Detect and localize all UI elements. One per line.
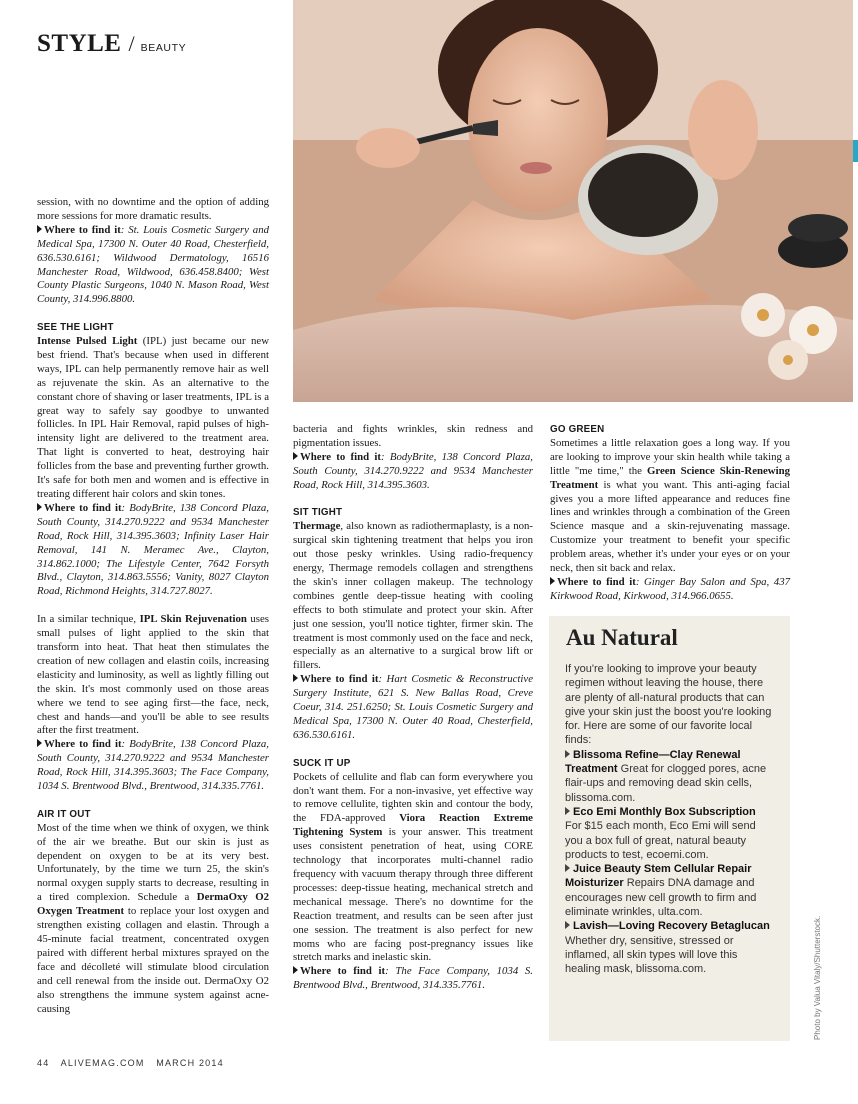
product-name: Viora Reaction Extreme Tightening System <box>293 812 533 839</box>
where-text: : The Face Company, 1034 S. Brentwood Blvd., Brentwood, 314.335.7761. <box>293 965 533 992</box>
subhead-sit-tight: SIT TIGHT <box>293 507 343 519</box>
body-text: In a similar technique, <box>37 613 140 626</box>
hero-photo <box>293 0 853 402</box>
body-text: , also known as radiothermaplasty, is a non-surgical skin tightening treatment that helps you iron out those pesky wrinkles. Using radio-frequency energy, Thermage remodels collagen and strengthens the skin's inner collagen makeup. The technology combines gentle deep-tissue heating with cooling effects to both stimulate and protect your skin. After just one session, you'll notice tighter, firmer skin. The treatment is most commonly used on the face and neck, especially as an alternative to a surgical brow lift or fillers. <box>293 520 533 672</box>
sidebar-item-desc: For $15 each month, Eco Emi will send you a box full of great, natural beauty products to test, ecoemi.com. <box>565 820 756 861</box>
where-to-find-it <box>293 673 533 743</box>
sidebar-title: Au Natural <box>566 625 678 650</box>
where-label: Where to find it <box>300 450 381 463</box>
triangle-bullet-icon <box>550 577 555 585</box>
body-paragraph <box>37 335 269 502</box>
page-number: 44 <box>37 1058 50 1068</box>
sidebar-intro: If you're looking to improve your beauty regimen without leaving the house, there are plenty of all-natural products that can give your skin just the boost you're looking for. Here are some of our favorite local finds: <box>565 663 772 747</box>
triangle-bullet-icon <box>37 739 42 747</box>
body-text: Sometimes a little relaxation goes a long way. If you are looking to improve your skin health while taking a little "me time," the <box>550 436 790 477</box>
triangle-bullet-icon <box>565 921 570 929</box>
sidebar-item-name: Juice Beauty Stem Cellular Repair Moisturizer <box>565 863 752 890</box>
triangle-bullet-icon <box>293 452 298 460</box>
body-text: to replace your lost oxygen and strengthen existing collagen and elastin. Through a 45-minute facial treatment, concentrated oxygen paired with different herbal mixtures sprayed on the face and décolleté will stimulate blood circulation and cell renewal from the inside out. DermaOxy O2 also strengthens the immune system against acne-causing <box>37 905 269 1015</box>
subsection-title: BEAUTY <box>140 42 187 54</box>
body-paragraph <box>37 822 269 1017</box>
sidebar-item <box>565 805 775 862</box>
where-text: : Hart Cosmetic & Reconstructive Surgery Institute, 621 S. New Ballas Road, Creve Coeur, 314. 251.6250; St. Louis Cosmetic Surgery and Medical Spa, 17300 N. Outer 40 Road, Chesterfield, 636.530.6161. <box>293 673 533 741</box>
article-column-3 <box>550 423 790 604</box>
body-text: Most of the time when we think of oxygen, we think of the air we breathe. But our skin is just as dependent on oxygen to be at its very best. Unfortunately, by the time we turn 25, the skin's normal oxygen supply starts to decrease, resulting in a tired complexion. Schedule a <box>37 821 269 904</box>
where-text: : St. Louis Cosmetic Surgery and Medical Spa, 17300 N. Outer 40 Road, Chesterfield, 636.530.6161; Wildwood Dermatology, 16516 Manchester Road, Wildwood, 636.458.8400; West County Plastic Surgeons, 1040 N. Mason Road, West County, 314.996.8800. <box>37 223 269 306</box>
page-footer <box>37 1058 232 1068</box>
subhead-suck-it-up: SUCK IT UP <box>293 757 351 769</box>
body-text: Pockets of cellulite and flab can form everywhere you don't want them. For a non-invasive, yet effective way to remove cellulite, tighten skin and contour the body, the FDA-approved <box>293 770 533 825</box>
where-label: Where to find it <box>44 501 122 514</box>
sidebar-item-desc: Repairs DNA damage and encourages new cell growth to firm and eliminate wrinkles, ulta.com. <box>565 877 757 919</box>
article-column-2 <box>293 423 533 993</box>
triangle-bullet-icon <box>37 503 42 511</box>
issue-date: MARCH 2014 <box>156 1058 224 1068</box>
triangle-bullet-icon <box>565 807 570 815</box>
where-text: : BodyBrite, 138 Concord Plaza, South County, 314.270.9222 and 9534 Manchester Road, Rock Hill, 314.395.3603; Infinity Laser Hair Removal, 141 N. Meramec Ave., Clayton, 314.862.1000; The Lifestyle Center, 7642 Forsyth Blvd., Clayton, 314.863.5556; Vanity, 8027 Clayton Road, Richmond Heights, 314.727.8027. <box>37 501 269 598</box>
where-to-find-it <box>37 738 269 794</box>
triangle-bullet-icon <box>37 225 42 233</box>
body-paragraph <box>293 520 533 673</box>
photo-credit: Photo by Valua Vitaly/Shutterstock. <box>813 915 822 1040</box>
sidebar-item <box>565 919 775 976</box>
where-label: Where to find it <box>300 673 379 686</box>
product-name: DermaOxy O2 Oxygen Treatment <box>37 891 269 918</box>
body-text: (IPL) just became our new best friend. That's because when used in different ways, IPL can help permanently remove hair as well as rejuvenate the skin. As an alternative to the constant chore of shaving or laser treatments, IPL is a great way to safely say goodbye to unwanted follicles. In IPL Hair Removal, rapid pulses of high-intensity light are delivered to the treatment area. That light is converted to heat, destroying hair follicles from the base and preventing further growth. It's safe for both men and women and is effective in treating different hair colors and skin tones. <box>37 335 269 501</box>
intro-paragraph: session, with no downtime and the option of adding more sessions for more dramatic results. <box>37 196 269 222</box>
body-paragraph <box>293 771 533 966</box>
accent-tab <box>853 140 858 162</box>
product-name: Thermage <box>293 520 341 533</box>
au-natural-sidebar <box>549 616 790 1041</box>
sidebar-item-name: Blissoma Refine—Clay Renewal Treatment <box>565 748 741 776</box>
body-paragraph <box>550 437 790 576</box>
subhead-air-it-out: AIR IT OUT <box>37 808 91 820</box>
product-name: IPL Skin Rejuvenation <box>139 613 247 626</box>
section-title: STYLE <box>37 30 122 57</box>
where-to-find-it <box>550 576 790 604</box>
facial-treatment-illustration <box>293 0 853 402</box>
where-to-find-it <box>37 502 269 599</box>
triangle-bullet-icon <box>293 966 298 974</box>
where-to-find-it <box>37 224 269 307</box>
where-text: : Ginger Bay Salon and Spa, 437 Kirkwood Road, Kirkwood, 314.966.0655. <box>550 575 791 602</box>
sidebar-item <box>565 862 775 919</box>
website: ALIVEMAG.COM <box>60 1058 145 1068</box>
sidebar-item-name: Lavish—Loving Recovery Betaglucan <box>573 920 770 933</box>
article-column-1 <box>37 196 269 1016</box>
where-text: : BodyBrite, 138 Concord Plaza, South County, 314.270.9222 and 9534 Manchester Road, Rock Hill, 314.395.3603; The Face Company, 1034 S. Brentwood Blvd., Brentwood, 314.335.7761. <box>37 738 269 793</box>
sidebar-item <box>565 748 775 805</box>
where-label: Where to find it <box>44 738 122 751</box>
subhead-see-the-light: SEE THE LIGHT <box>37 322 114 334</box>
sidebar-item-name: Eco Emi Monthly Box Subscription <box>573 805 756 818</box>
body-text: uses small pulses of light applied to the skin that transform into heat. That heat then stimulates the creation of new collagen and elastin coils, increasing elasticity and luminosity, as well as lightly filling out the skin. It's most commonly used on those areas where we tend to see aging first—the face, neck, chest and hands—and you'll be able to see results after the first treatment. <box>37 613 269 737</box>
triangle-bullet-icon <box>565 864 570 872</box>
triangle-bullet-icon <box>293 674 298 682</box>
where-label: Where to find it <box>300 965 386 978</box>
where-to-find-it <box>293 451 533 493</box>
where-to-find-it <box>293 965 533 993</box>
body-text: is your answer. This treatment uses consistent penetration of heat, using CORE technology that incorporates multi-channel radio frequency with vacuum therapy through three different processes: deep-tissue heating, mechanical stretch and mechanical message. There's no downtime for the Reaction treatment, and results can be seen after just one session. The treatment is also perfect for new moms who are facing post-pregnancy issues like stretch marks and inelastic skin. <box>293 826 534 964</box>
where-label: Where to find it <box>44 223 121 236</box>
sidebar-item-desc: Great for clogged pores, acne flair-ups and removing dead skin cells, blissoma.com. <box>565 763 767 804</box>
section-header <box>37 30 186 58</box>
product-name: Green Science Skin-Renewing Treatment <box>550 464 790 491</box>
where-label: Where to find it <box>557 575 636 588</box>
body-paragraph <box>37 613 269 738</box>
triangle-bullet-icon <box>565 750 570 758</box>
where-text: : BodyBrite, 138 Concord Plaza, South County, 314.270.9222 and 9534 Manchester Road, Rock Hill, 314.395.3603. <box>293 450 533 491</box>
header-divider: / <box>128 31 135 56</box>
body-paragraph: bacteria and fights wrinkles, skin redness and pigmentation issues. <box>293 423 533 449</box>
sidebar-body <box>565 662 775 977</box>
body-text: is what you want. This anti-aging facial gives you a more lifted appearance and reduces fine lines and wrinkles through a combination of the Green Science masque and a skin-rejuvenating massage. Customize your treatment to benefit your specific problem areas, whether it's under your eyes or on your neck, then sit back and relax. <box>550 478 790 575</box>
product-name: Intense Pulsed Light <box>37 335 138 348</box>
sidebar-item-desc: Whether dry, sensitive, stressed or inflamed, all skin types will love this healing mask, blissoma.com. <box>565 934 738 976</box>
subhead-go-green: GO GREEN <box>550 424 605 435</box>
